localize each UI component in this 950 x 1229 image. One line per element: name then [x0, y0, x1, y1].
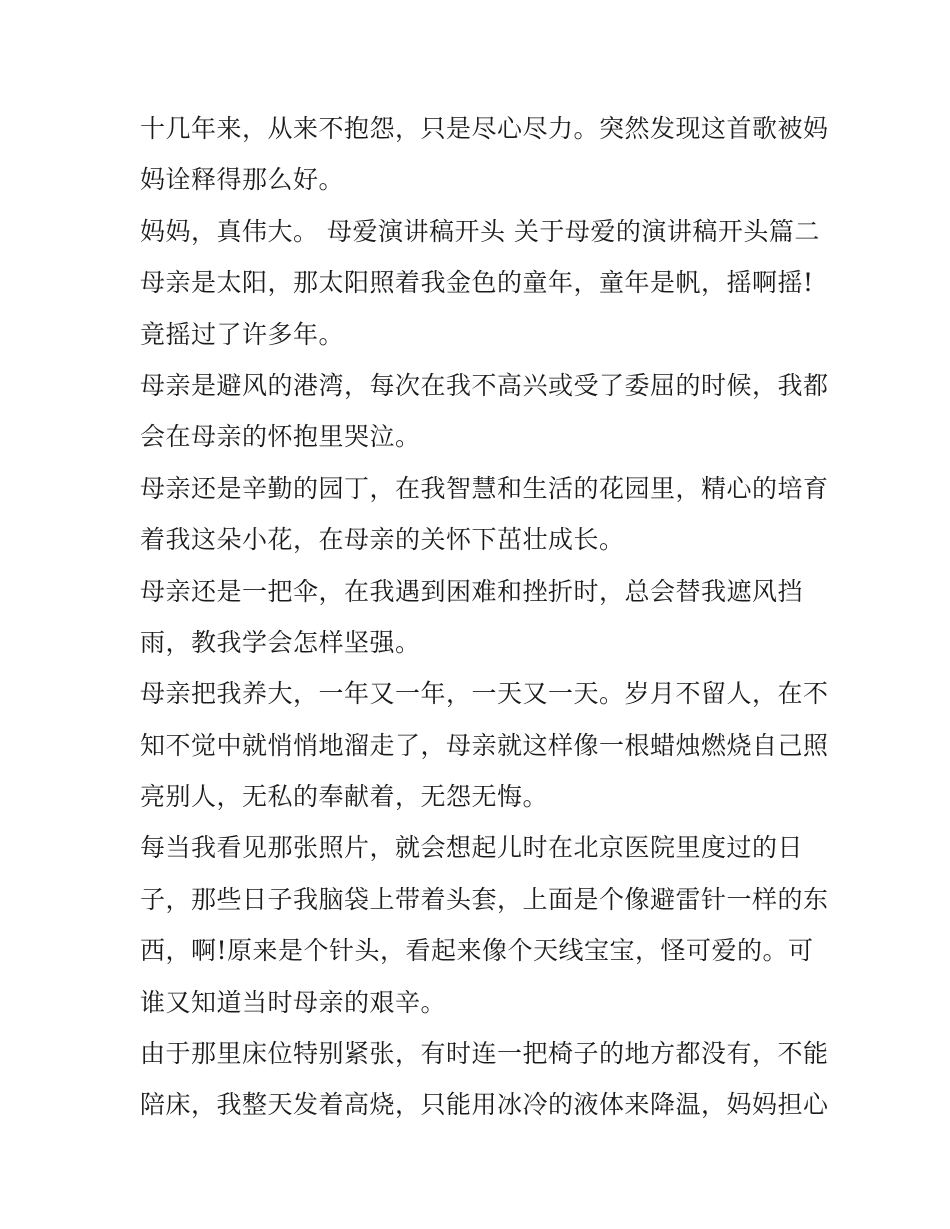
text-line: 子，那些日子我脑袋上带着头套，上面是个像避雷针一样的东 — [140, 884, 829, 914]
text-line: 母亲是太阳，那太阳照着我金色的童年，童年是帆，摇啊摇! — [140, 268, 814, 298]
document-body — [140, 103, 829, 1131]
text-line: 每当我看见那张照片，就会想起儿时在北京医院里度过的日 — [140, 833, 804, 863]
text-line: 西，啊!原来是个针头，看起来像个天线宝宝，怪可爱的。可 — [140, 936, 814, 966]
text-line: 亮别人，无私的奉献着，无怨无悔。 — [140, 782, 549, 812]
text-line: 由于那里床位特别紧张，有时连一把椅子的地方都没有，不能 — [140, 1039, 829, 1069]
text-line: 谁又知道当时母亲的艰辛。 — [140, 987, 447, 1017]
text-line: 竟摇过了许多年。 — [140, 319, 345, 349]
text-line: 母亲还是一把伞，在我遇到困难和挫折时，总会替我遮风挡 — [140, 576, 804, 606]
text-line: 十几年来，从来不抱怨，只是尽心尽力。突然发现这首歌被妈 — [140, 114, 829, 143]
text-line: 母亲还是辛勤的园丁，在我智慧和生活的花园里，精心的培育 — [140, 473, 829, 503]
text-line: 母亲把我养大，一年又一年，一天又一天。岁月不留人，在不 — [140, 679, 829, 709]
text-line: 知不觉中就悄悄地溜走了，母亲就这样像一根蜡烛燃烧自己照 — [140, 730, 829, 760]
text-line: 着我这朵小花，在母亲的关怀下茁壮成长。 — [140, 525, 625, 555]
text-line: 雨，教我学会怎样坚强。 — [140, 627, 421, 657]
text-line: 会在母亲的怀抱里哭泣。 — [140, 422, 421, 452]
text-line: 母亲是避风的港湾，每次在我不高兴或受了委屈的时候，我都 — [140, 370, 829, 400]
text-line: 妈诠释得那么好。 — [140, 165, 345, 195]
text-line: 妈妈，真伟大。 母爱演讲稿开头 关于母爱的演讲稿开头篇二 — [140, 216, 820, 246]
text-line: 陪床，我整天发着高烧，只能用冰冷的液体来降温，妈妈担心 — [140, 1090, 829, 1120]
